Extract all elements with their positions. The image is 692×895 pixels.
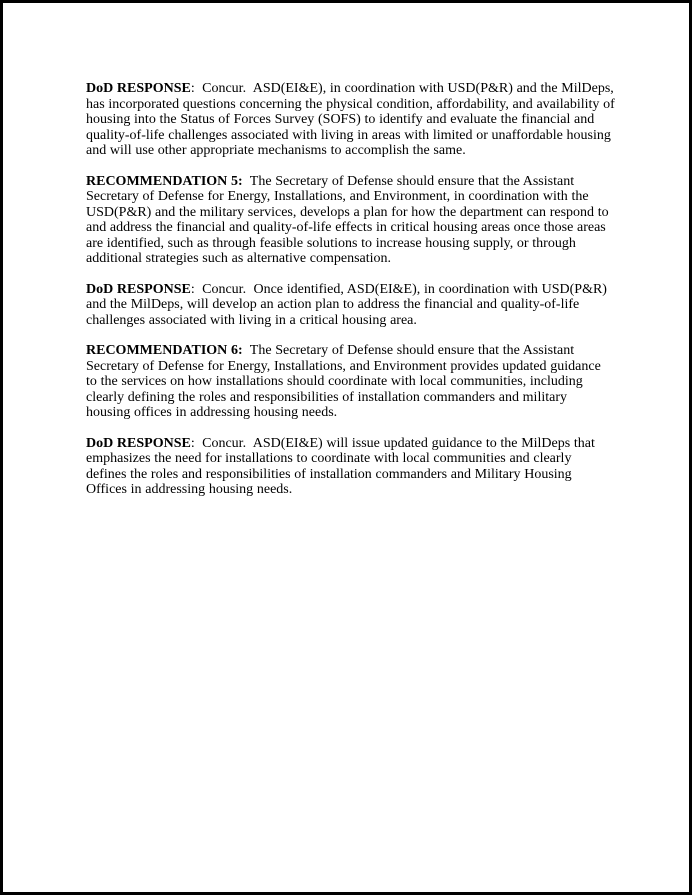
paragraph xyxy=(86,343,615,421)
document-body xyxy=(86,81,619,513)
paragraph-body: The Secretary of Defense should ensure that the Assistant Secretary of Defense for Energy, Installations, and Environment provides updated guidance to the services on how installations should coordinate with local communities, including clearly defining the roles and responsibilities of installation commanders and military housing offices in addressing housing needs. xyxy=(86,343,605,420)
paragraph-label: DoD RESPONSE xyxy=(86,435,191,451)
paragraph-body: : Concur. Once identified, ASD(EI&E), in coordination with USD(P&R) and the MilDeps, will develop an action plan to address the financial and quality-of-life challenges associated with living in a critical housing area. xyxy=(86,281,611,328)
paragraph-label: DoD RESPONSE xyxy=(86,81,191,96)
paragraph xyxy=(86,81,619,159)
paragraph-label: RECOMMENDATION 5: xyxy=(86,173,243,189)
paragraph xyxy=(86,282,615,329)
paragraph xyxy=(86,174,615,267)
paragraph xyxy=(86,436,615,498)
paragraph-body: : Concur. ASD(EI&E) will issue updated guidance to the MilDeps that emphasizes the need for installations to coordinate with local communities and clearly defines the roles and responsibilities of installation commanders and Military Housing Offices in addressing housing needs. xyxy=(86,435,599,497)
paragraph-label: DoD RESPONSE xyxy=(86,281,191,297)
paragraph-body: : Concur. ASD(EI&E), in coordination with USD(P&R) and the MilDeps, has incorporated questions concerning the physical condition, affordability, and availability of housing into the Status of Forces Survey (SOFS) to identify and evaluate the financial and quality-of-life challenges associated with living in areas with limited or unaffordable housing and will use other appropriate mechanisms to accomplish the same. xyxy=(86,81,619,158)
paragraph-label: RECOMMENDATION 6: xyxy=(86,343,243,358)
paragraph-body: The Secretary of Defense should ensure that the Assistant Secretary of Defense for Energy, Installations, and Environment, in coordination with the USD(P&R) and the military services, develops a plan for how the department can respond to and address the financial and quality-of-life effects in critical housing areas once those areas are identified, such as through feasible solutions to increase housing supply, or through additional strategies such as alternative compensation. xyxy=(86,173,613,266)
